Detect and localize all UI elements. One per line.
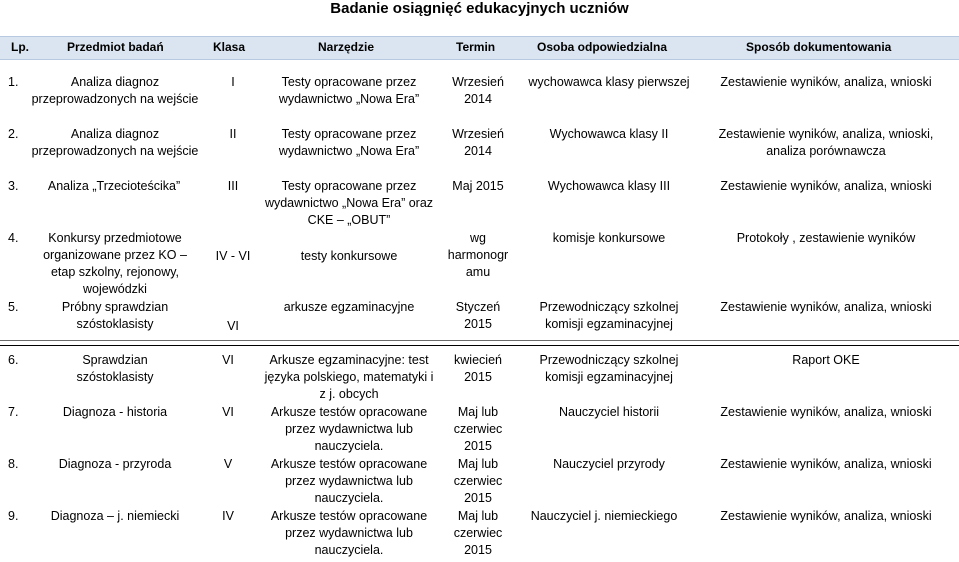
cell-lp: 1. bbox=[8, 75, 19, 89]
cell-term: Maj lub czerwiec 2015 bbox=[453, 509, 503, 557]
table-header bbox=[0, 36, 959, 60]
cell-doc: Zestawienie wyników, analiza, wnioski bbox=[720, 75, 932, 89]
cell-person: Przewodniczący szkolnej komisji egzaminacyjnej bbox=[539, 353, 679, 384]
section-divider bbox=[0, 340, 959, 341]
cell-tool: Testy opracowane przez wydawnictwo „Nowa Era” oraz CKE – „OBUT” bbox=[264, 179, 434, 227]
cell-klasa: I bbox=[231, 75, 235, 89]
cell-term: Maj lub czerwiec 2015 bbox=[453, 405, 503, 453]
cell-person: Nauczyciel historii bbox=[558, 405, 660, 419]
cell-person: Wychowawca klasy III bbox=[547, 179, 671, 193]
cell-lp: 3. bbox=[8, 179, 19, 193]
cell-tool: Testy opracowane przez wydawnictwo „Nowa Era” bbox=[278, 127, 420, 158]
cell-subject: Diagnoza – j. niemiecki bbox=[50, 509, 180, 523]
header-tool: Narzędzie bbox=[318, 40, 375, 54]
page-title: Badanie osiągnięć edukacyjnych uczniów bbox=[330, 0, 629, 17]
cell-subject: Próbny sprawdzian szóstoklasisty bbox=[61, 300, 169, 331]
cell-person: Nauczyciel j. niemieckiego bbox=[530, 509, 678, 523]
cell-person: komisje konkursowe bbox=[552, 231, 666, 245]
cell-subject: Analiza diagnoz przeprowadzonych na wejście bbox=[31, 75, 199, 106]
cell-doc: Zestawienie wyników, analiza, wnioski bbox=[720, 300, 932, 314]
cell-lp: 5. bbox=[8, 300, 19, 314]
cell-klasa: IV bbox=[222, 509, 234, 523]
cell-doc: Zestawienie wyników, analiza, wnioski bbox=[720, 179, 932, 193]
cell-tool: arkusze egzaminacyjne bbox=[283, 300, 415, 314]
cell-person: wychowawca klasy pierwszej bbox=[528, 75, 690, 89]
cell-tool: Arkusze testów opracowane przez wydawnictwa lub nauczyciela. bbox=[270, 457, 428, 505]
cell-lp: 6. bbox=[8, 353, 19, 367]
cell-doc: Zestawienie wyników, analiza, wnioski, analiza porównawcza bbox=[718, 127, 934, 158]
cell-doc: Zestawienie wyników, analiza, wnioski bbox=[720, 457, 932, 471]
cell-klasa: VI bbox=[227, 319, 239, 333]
cell-klasa: VI bbox=[222, 353, 234, 367]
cell-term: Maj lub czerwiec 2015 bbox=[453, 457, 503, 505]
cell-klasa: III bbox=[227, 179, 239, 193]
cell-subject: Analiza „Trzecioteścika” bbox=[47, 179, 181, 193]
cell-tool: Arkusze testów opracowane przez wydawnictwa lub nauczyciela. bbox=[270, 405, 428, 453]
cell-term: kwiecień 2015 bbox=[454, 353, 502, 384]
header-lp: Lp. bbox=[11, 40, 29, 54]
header-doc: Sposób dokumentowania bbox=[746, 40, 892, 54]
cell-tool: Arkusze egzaminacyjne: test języka polskiego, matematyki i z j. obcych bbox=[264, 353, 434, 401]
cell-term: Wrzesień 2014 bbox=[452, 75, 504, 106]
header-subject: Przedmiot badań bbox=[67, 40, 164, 54]
cell-doc: Zestawienie wyników, analiza, wnioski bbox=[720, 405, 932, 419]
cell-subject: Analiza diagnoz przeprowadzonych na wejście bbox=[31, 127, 199, 158]
cell-tool: testy konkursowe bbox=[300, 249, 398, 263]
cell-klasa: IV - VI bbox=[215, 249, 251, 263]
cell-klasa: VI bbox=[222, 405, 234, 419]
cell-klasa: V bbox=[223, 457, 233, 471]
cell-person: Wychowawca klasy II bbox=[549, 127, 669, 141]
cell-lp: 9. bbox=[8, 509, 19, 523]
cell-person: Przewodniczący szkolnej komisji egzaminacyjnej bbox=[539, 300, 679, 331]
cell-term: Maj 2015 bbox=[452, 179, 504, 193]
header-person: Osoba odpowiedzialna bbox=[537, 40, 668, 54]
cell-lp: 7. bbox=[8, 405, 19, 419]
cell-doc: Raport OKE bbox=[792, 353, 860, 367]
cell-lp: 8. bbox=[8, 457, 19, 471]
cell-doc: Zestawienie wyników, analiza, wnioski bbox=[720, 509, 932, 523]
header-klasa: Klasa bbox=[213, 40, 246, 54]
cell-klasa: II bbox=[229, 127, 237, 141]
cell-subject: Konkursy przedmiotowe organizowane przez KO – etap szkolny, rejonowy, wojewódzki bbox=[43, 231, 187, 296]
cell-lp: 4. bbox=[8, 231, 19, 245]
cell-doc: Protokoły , zestawienie wyników bbox=[736, 231, 916, 245]
cell-subject: Sprawdzian szóstoklasisty bbox=[76, 353, 154, 384]
cell-tool: Testy opracowane przez wydawnictwo „Nowa Era” bbox=[278, 75, 420, 106]
header-term: Termin bbox=[456, 40, 496, 54]
cell-term: Styczeń 2015 bbox=[455, 300, 501, 331]
cell-term: Wrzesień 2014 bbox=[452, 127, 504, 158]
section-divider bbox=[0, 345, 959, 346]
cell-person: Nauczyciel przyrody bbox=[553, 457, 665, 471]
cell-tool: Arkusze testów opracowane przez wydawnictwa lub nauczyciela. bbox=[270, 509, 428, 557]
cell-lp: 2. bbox=[8, 127, 19, 141]
cell-term: wg harmonogr amu bbox=[447, 231, 509, 279]
cell-subject: Diagnoza - przyroda bbox=[58, 457, 172, 471]
cell-subject: Diagnoza - historia bbox=[62, 405, 168, 419]
